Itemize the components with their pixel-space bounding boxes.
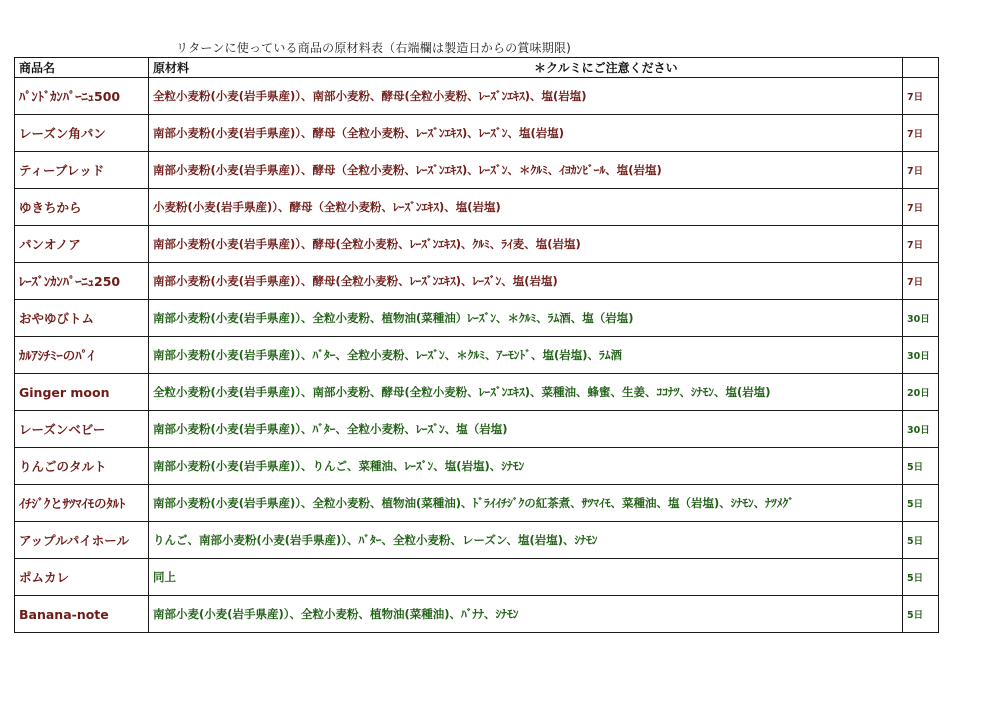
ingredients-cell: 南部小麦(小麦(岩手県産)）、全粒小麦粉、植物油(菜種油)、ﾊﾞﾅﾅ、ｼﾅﾓﾝ	[149, 596, 903, 633]
shelf-life-cell: 5日	[903, 596, 939, 633]
ingredients-cell: 南部小麦粉(小麦(岩手県産)）、酵母(全粒小麦粉、ﾚｰｽﾞﾝｴｷｽ)、ﾚｰｽﾞﾝ、塩(岩塩)	[149, 263, 903, 300]
ingredients-cell: 同上	[149, 559, 903, 596]
ingredients-cell: 南部小麦粉(小麦(岩手県産)）、ﾊﾞﾀｰ、全粒小麦粉、ﾚｰｽﾞﾝ、＊ｸﾙﾐ、ｱｰﾓﾝﾄﾞ、塩(岩塩)、ﾗﾑ酒	[149, 337, 903, 374]
product-name-cell: Ginger moon	[15, 374, 149, 411]
ingredients-cell: 南部小麦粉(小麦(岩手県産)）、全粒小麦粉、植物油(菜種油）ﾚｰｽﾞﾝ、＊ｸﾙﾐ、ﾗﾑ酒、塩（岩塩)	[149, 300, 903, 337]
product-name-cell: ｶﾙｱｼﾁﾐｰのﾊﾟｲ	[15, 337, 149, 374]
shelf-life-cell: 5日	[903, 559, 939, 596]
table-row	[15, 263, 939, 300]
shelf-life-cell: 30日	[903, 300, 939, 337]
product-name-cell: ﾊﾟﾝﾄﾞｶﾝﾊﾟｰﾆｭ500	[15, 78, 149, 115]
table-body	[15, 58, 939, 633]
shelf-life-column-header	[903, 58, 939, 78]
table-row	[15, 115, 939, 152]
table-row	[15, 448, 939, 485]
table-header-row	[15, 58, 939, 78]
shelf-life-cell: 7日	[903, 189, 939, 226]
shelf-life-cell: 7日	[903, 263, 939, 300]
ingredients-cell: 全粒小麦粉(小麦(岩手県産)）、南部小麦粉、酵母(全粒小麦粉、ﾚｰｽﾞﾝｴｷｽ)、菜種油、蜂蜜、生姜、ｺｺﾅﾂ、ｼﾅﾓﾝ、塩(岩塩)	[149, 374, 903, 411]
ingredients-cell: 全粒小麦粉(小麦(岩手県産)）、南部小麦粉、酵母(全粒小麦粉、ﾚｰｽﾞﾝｴｷｽ)、塩(岩塩)	[149, 78, 903, 115]
shelf-life-cell: 30日	[903, 411, 939, 448]
table-row	[15, 522, 939, 559]
product-name-cell: おやゆびトム	[15, 300, 149, 337]
shelf-life-cell: 5日	[903, 485, 939, 522]
shelf-life-cell: 7日	[903, 226, 939, 263]
shelf-life-cell: 7日	[903, 115, 939, 152]
table-row	[15, 300, 939, 337]
product-name-cell: パンオノア	[15, 226, 149, 263]
ingredients-cell: 南部小麦粉(小麦(岩手県産)）、酵母（全粒小麦粉、ﾚｰｽﾞﾝｴｷｽ)、ﾚｰｽﾞﾝ、塩(岩塩)	[149, 115, 903, 152]
walnut-caution-note: ＊クルミにご注意ください	[534, 61, 678, 75]
shelf-life-cell: 7日	[903, 152, 939, 189]
table-row	[15, 226, 939, 263]
table-row	[15, 485, 939, 522]
table-row	[15, 596, 939, 633]
ingredients-cell: 小麦粉(小麦(岩手県産)）、酵母（全粒小麦粉、ﾚｰｽﾞﾝｴｷｽ)、塩(岩塩)	[149, 189, 903, 226]
ingredients-cell: 南部小麦粉(小麦(岩手県産)）、酵母（全粒小麦粉、ﾚｰｽﾞﾝｴｷｽ)、ﾚｰｽﾞﾝ、＊ｸﾙﾐ、ｲﾖｶﾝﾋﾞｰﾙ、塩(岩塩)	[149, 152, 903, 189]
ingredients-cell: 南部小麦粉(小麦(岩手県産)）、酵母(全粒小麦粉、ﾚｰｽﾞﾝｴｷｽ)、ｸﾙﾐ、ﾗｲ麦、塩(岩塩)	[149, 226, 903, 263]
shelf-life-cell: 30日	[903, 337, 939, 374]
document-title: リターンに使っている商品の原材料表（右端欄は製造日からの賞味期限)	[176, 41, 572, 55]
product-name-cell: レーズンベビー	[15, 411, 149, 448]
table-row	[15, 559, 939, 596]
product-name-cell: ﾚｰｽﾞﾝｶﾝﾊﾟｰﾆｭ250	[15, 263, 149, 300]
product-name-cell: Banana-note	[15, 596, 149, 633]
ingredients-column-header	[149, 58, 903, 78]
shelf-life-cell: 20日	[903, 374, 939, 411]
product-name-cell: ティーブレッド	[15, 152, 149, 189]
table-row	[15, 411, 939, 448]
shelf-life-cell: 7日	[903, 78, 939, 115]
ingredients-cell: 南部小麦粉(小麦(岩手県産)）、全粒小麦粉、植物油(菜種油)、ﾄﾞﾗｲｲﾁｼﾞｸの紅茶煮、ｻﾂﾏｲﾓ、菜種油、塩（岩塩)、ｼﾅﾓﾝ、ﾅﾂﾒｸﾞ	[149, 485, 903, 522]
ingredients-cell: 南部小麦粉(小麦(岩手県産)）、ﾊﾞﾀｰ、全粒小麦粉、ﾚｰｽﾞﾝ、塩（岩塩)	[149, 411, 903, 448]
product-column-header: 商品名	[15, 58, 149, 78]
shelf-life-cell: 5日	[903, 522, 939, 559]
shelf-life-cell: 5日	[903, 448, 939, 485]
product-name-cell: ｲﾁｼﾞｸとｻﾂﾏｲﾓのﾀﾙﾄ	[15, 485, 149, 522]
ingredients-table	[14, 57, 939, 633]
ingredients-header-label: 原材料	[153, 61, 190, 75]
table-row	[15, 374, 939, 411]
table-row	[15, 189, 939, 226]
ingredients-cell: りんご、南部小麦粉(小麦(岩手県産)）、ﾊﾞﾀｰ、全粒小麦粉、レーズン、塩(岩塩)、ｼﾅﾓﾝ	[149, 522, 903, 559]
product-name-cell: ゆきちから	[15, 189, 149, 226]
table-row	[15, 78, 939, 115]
product-name-cell: アップルパイホール	[15, 522, 149, 559]
product-name-cell: レーズン角パン	[15, 115, 149, 152]
table-row	[15, 337, 939, 374]
ingredients-cell: 南部小麦粉(小麦(岩手県産)）、りんご、菜種油、ﾚｰｽﾞﾝ、塩(岩塩)、ｼﾅﾓﾝ	[149, 448, 903, 485]
product-name-cell: ポムカレ	[15, 559, 149, 596]
table-row	[15, 152, 939, 189]
product-name-cell: りんごのタルト	[15, 448, 149, 485]
